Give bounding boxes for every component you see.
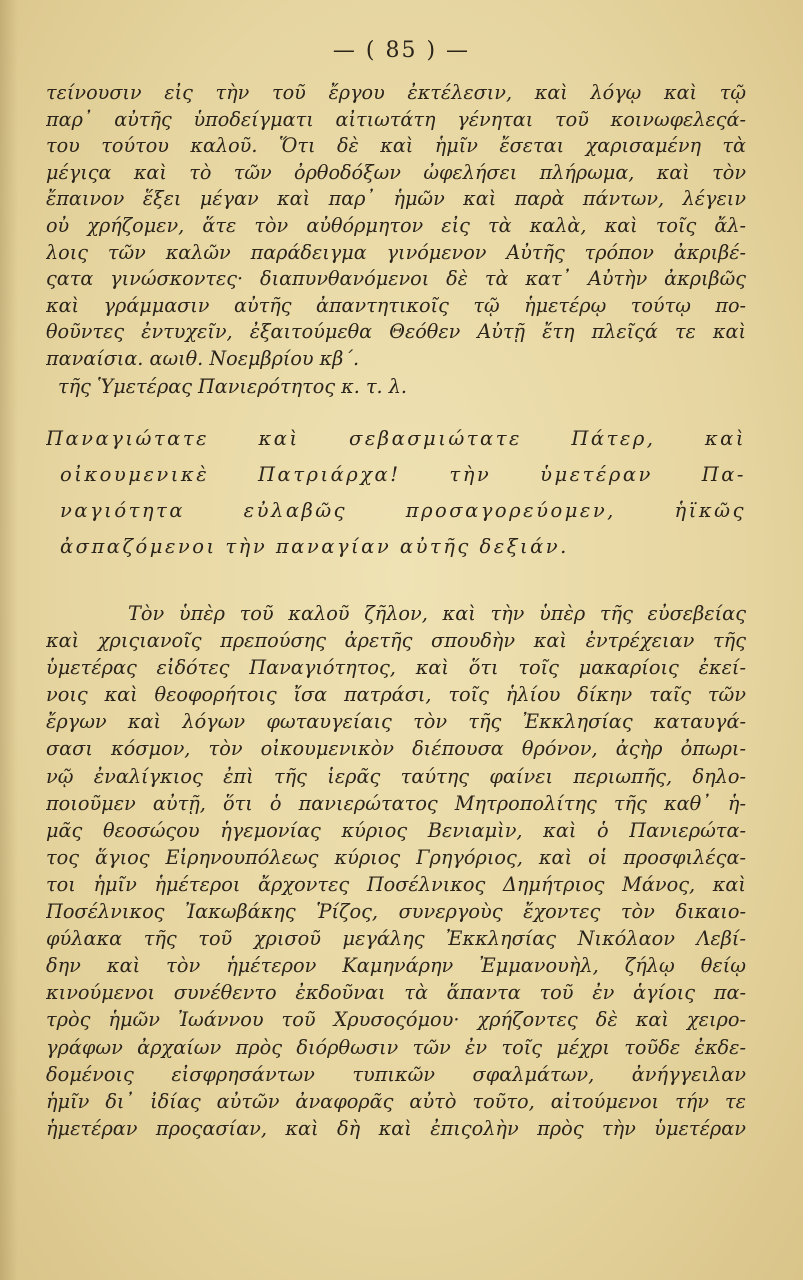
paragraph-1 xyxy=(46,80,746,373)
text-line: θοῦντες ἐντυχεῖν, ἐξαιτούμεθα Θεόθεν Αὐτῇ ἔτη πλεῖςά τε καὶ xyxy=(46,320,746,344)
address-line: ἀσπαζόμενοι τὴν παναγίαν αὐτῆς δεξιάν. xyxy=(60,535,569,558)
text-line: τρὸς ἡμῶν Ἰωάννου τοῦ Χρυσοςόμου· χρήζοντες δὲ καὶ χειρο- xyxy=(46,1008,746,1032)
text-line: νοις καὶ θεοφορήτοις ἴσα πατράσι, τοῖς ἡλίου δίκην ταῖς τῶν xyxy=(46,683,746,707)
text-line: νῷ ἐναλίγκιος ἐπὶ τῆς ἱερᾶς ταύτης φαίνει περιωπῆς, δηλο- xyxy=(46,764,746,788)
text-line: δομένοις εἰσφρησάντων τυπικῶν σφαλμάτων, ἀνήγγειλαν xyxy=(46,1062,746,1086)
text-line: γράφων ἀρχαίων πρὸς διόρθωσιν τῶν ἐν τοῖς μέχρι τοῦδε ἐκδε- xyxy=(46,1035,746,1059)
text-line: τείνουσιν εἰς τὴν τοῦ ἔργου ἐκτέλεσιν, καὶ λόγῳ καὶ τῷ xyxy=(46,81,746,104)
gutter-shadow xyxy=(0,0,18,1280)
text-line: οὐ χρήζομεν, ἅτε τὸν αὐθόρμητον εἰς τὰ καλὰ, καὶ τοῖς ἄλ- xyxy=(46,213,746,237)
text-line: ἡμῖν δι᾽ ἰδίας αὐτῶν ἀναφορᾶς αὐτὸ τοῦτο, αἰτούμενοι τήν τε xyxy=(46,1089,746,1113)
text-line: σασι κόσμον, τὸν οἰκουμενικὸν διέπουσα θρόνον, ἀςὴρ ὀπωρι- xyxy=(46,737,746,761)
text-line: λοις τῶν καλῶν παράδειγμα γινόμενον Αὐτῆς τρόπον ἀκριβέ- xyxy=(46,240,746,264)
page-number-header: — ( 85 ) — xyxy=(332,38,471,63)
text-line: ὑμετέρας εἰδότες Παναγιότητος, καὶ ὅτι τοῖς μακαρίοις ἐκεί- xyxy=(46,656,746,680)
text-line: καὶ γράμμασιν αὐτῆς ἀπαντητικοῖς τῷ ἡμετέρῳ τούτῳ πο- xyxy=(46,293,746,317)
text-line: φύλακα τῆς τοῦ χρισοῦ μεγάλης Ἐκκλησίας Νικόλαον Λεβί- xyxy=(46,927,746,951)
text-line: ἔργων καὶ λόγων φωταυγείαις τὸν τῆς Ἐκκλησίας καταυγά- xyxy=(46,710,746,734)
text-line: μέγιςα καὶ τὸ τῶν ὀρθοδόξων ὠφελήσει πλήρωμα, καὶ τὸν xyxy=(46,160,746,184)
text-line: δην καὶ τὸν ἡμέτερον Καμηνάρην Ἐμμανουὴλ, ζήλῳ θείῳ xyxy=(46,954,746,978)
closing-formula: τῆς Ὑμετέρας Πανιερότητος κ. τ. λ. xyxy=(58,375,408,398)
salutation-address xyxy=(46,421,746,565)
text-line: ςατα γινώσκοντες· διαπυνθανόμενοι δὲ τὰ κατ᾽ Αὐτὴν ἀκριβῶς xyxy=(46,267,746,291)
text-line: ἔπαινον ἕξει μέγαν καὶ παρ᾽ ἡμῶν καὶ παρὰ πάντων, λέγειν xyxy=(46,187,746,211)
text-line: ποιοῦμεν αὐτῇ, ὅτι ὁ πανιερώτατος Μητροπολίτης τῆς καθ᾽ ἡ- xyxy=(46,791,746,815)
text-line: μᾶς θεοσώςου ἡγεμονίας κύριος Βενιαμὶν, καὶ ὁ Πανιερώτα- xyxy=(46,818,746,842)
text-line: κινούμενοι συνέθεντο ἐκδοῦναι τὰ ἅπαντα τοῦ ἐν ἁγίοις πα- xyxy=(46,981,746,1005)
text-line: του τούτου καλοῦ. Ὅτι δὲ καὶ ἡμῖν ἔσεται χαρισαμένη τὰ xyxy=(46,134,746,158)
address-line: ναγιότητα εὐλαβῶς προσαγορεύομεν, ἡϊκῶς xyxy=(60,499,746,522)
text-line: ἡμετέραν προςασίαν, καὶ δὴ καὶ ἐπιςολὴν πρὸς τὴν ὑμετέραν xyxy=(46,1116,746,1140)
text-line: Τὸν ὑπὲρ τοῦ καλοῦ ζῆλον, καὶ τὴν ὑπὲρ τῆς εὐσεβείας xyxy=(128,602,746,625)
address-line: οἰκουμενικὲ Πατριάρχα! τὴν ὑμετέραν Πα- xyxy=(60,463,746,486)
text-line: τος ἅγιος Εἰρηνουπόλεως κύριος Γρηγόριος, καὶ οἱ προσφιλέςα- xyxy=(46,845,746,869)
address-line: Παναγιώτατε καὶ σεβασμιώτατε Πάτερ, καὶ xyxy=(46,427,746,450)
text-line-date: παναίσια. αωιθ. Νοεμβρίου κβ΄. xyxy=(46,346,360,370)
paragraph-2 xyxy=(46,600,746,1142)
text-line: Ποσέλνικος Ἰακωβάκης Ῥίζος, συνεργοὺς ἔχοντες τὸν δικαιο- xyxy=(46,900,746,924)
text-line: τοι ἡμῖν ἡμέτεροι ἄρχοντες Ποσέλνικος Δημήτριος Μάνος, καὶ xyxy=(46,872,746,896)
text-line: παρ᾽ αὐτῆς ὑποδείγματι αἰτιωτάτη γένηται τοῦ κοινωφελεςά- xyxy=(46,107,746,131)
text-line: καὶ χριςιανοῖς πρεπούσης ἀρετῆς σπουδὴν καὶ ἐντρέχειαν τῆς xyxy=(46,629,746,653)
